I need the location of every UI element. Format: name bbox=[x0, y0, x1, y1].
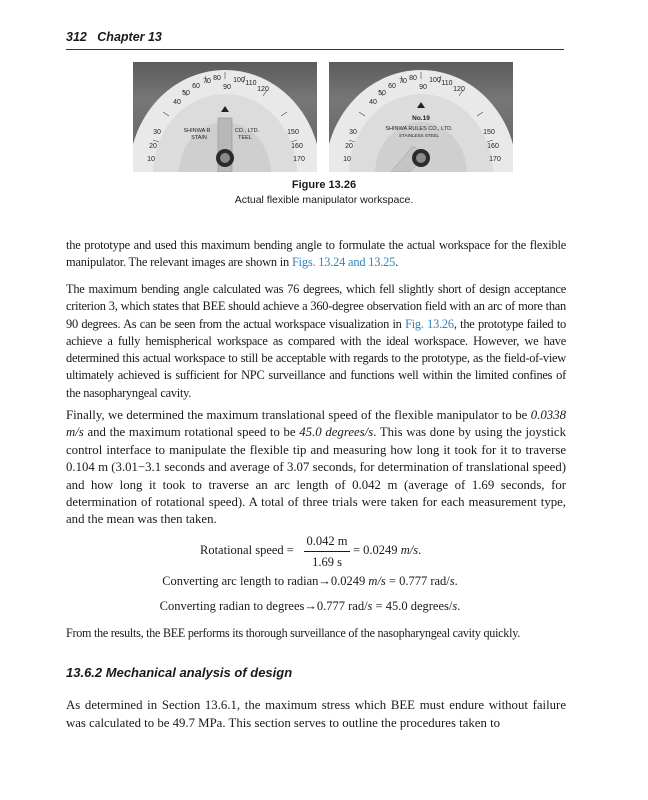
paragraph-2 bbox=[66, 281, 566, 402]
eq2-end: . bbox=[454, 574, 458, 588]
equation-rhs-value: = 0.0249 bbox=[353, 543, 401, 557]
figure-13-26 bbox=[133, 62, 513, 172]
rotational-speed-value: 45.0 degrees/s bbox=[299, 425, 374, 440]
eq3-s: s bbox=[367, 599, 373, 613]
scale-100: 100 bbox=[233, 77, 245, 84]
scale-80: 80 bbox=[213, 75, 221, 82]
equation-rhs-end: . bbox=[418, 543, 422, 557]
scale-80: 80 bbox=[409, 75, 417, 82]
eq3-text-a: Converting radian to degrees→0.777 rad/ bbox=[159, 599, 368, 613]
material-label-b: TEEL bbox=[238, 135, 252, 141]
eq2-s: s bbox=[449, 574, 455, 588]
scale-110: 110 bbox=[245, 80, 257, 87]
eq2-text-b: = 0.777 rad/ bbox=[385, 574, 450, 588]
paragraph-3-text-c: . This was done by using the joystick control interface to manipulate the flexible tip and measuring how long it took for it to traverse 0.104 m (3.01−3.1 seconds and average of 3.07 seconds, for determination of translational speed) and how long it took to traverse an arc length of 0.042 m (average of 1.69 seconds, for determination of rotational speed). A total of three trials were taken for each measurement type, and the mean was then taken. bbox=[66, 425, 567, 527]
scale-30: 30 bbox=[349, 129, 357, 136]
scale-40: 40 bbox=[369, 99, 377, 106]
scale-160: 160 bbox=[291, 143, 303, 150]
brand-label-tail: CO., LTD. bbox=[234, 128, 260, 134]
section-heading: 13.6.2 Mechanical analysis of design bbox=[66, 665, 293, 680]
equation-rhs-unit: m/s bbox=[400, 543, 419, 557]
paragraph-4: From the results, the BEE performs its thorough surveillance of the nasopharyngeal cavity quickly. bbox=[66, 626, 520, 640]
figure-label: Figure 13.26 bbox=[291, 179, 357, 191]
material-label: STAINLESS STEEL bbox=[399, 133, 439, 138]
brand-label: SHINWA RULES CO., LTD. bbox=[385, 126, 453, 132]
fig-13-26-link[interactable]: Fig. 13.26 bbox=[405, 316, 454, 331]
equation-lhs: Rotational speed = bbox=[200, 543, 294, 557]
equation-arc-to-radian bbox=[0, 574, 634, 589]
scale-50: 50 bbox=[182, 90, 190, 97]
scale-70: 70 bbox=[203, 78, 211, 85]
equation-rhs bbox=[353, 543, 421, 558]
translational-speed-value: 0.0338 m/s bbox=[66, 408, 566, 440]
paragraph-2-text-a: The maximum bending angle calculated was 76 degrees, which fell slightly short of design acceptance criterion 3, which states that BEE should achieve a 360-degree observation field with an arc of more than 90 degrees. As can be seen from the actual workspace visualization in bbox=[66, 282, 566, 331]
header-rule bbox=[66, 49, 564, 50]
eq2-unit: m/s bbox=[368, 574, 386, 588]
scale-150: 150 bbox=[287, 129, 299, 136]
paragraph-3-text-b: and the maximum rotational speed to be bbox=[83, 425, 300, 440]
page-number: 312 bbox=[66, 30, 87, 44]
scale-60: 60 bbox=[192, 83, 200, 90]
scale-160: 160 bbox=[487, 143, 499, 150]
scale-120: 120 bbox=[453, 86, 465, 93]
scale-70: 70 bbox=[399, 78, 407, 85]
eq3-text-b: = 45.0 degrees/ bbox=[372, 599, 453, 613]
scale-170: 170 bbox=[293, 156, 305, 163]
protractor-left-illustration bbox=[133, 62, 317, 172]
scale-40: 40 bbox=[173, 99, 181, 106]
brand-label: SHINWA R bbox=[183, 128, 211, 134]
equation-denominator: 1.69 s bbox=[312, 555, 342, 569]
equation-radian-to-degrees bbox=[0, 599, 634, 614]
equation-rotational-speed bbox=[0, 534, 648, 570]
scale-10: 10 bbox=[343, 156, 351, 163]
protractor-photo-left bbox=[133, 62, 317, 172]
scale-90: 90 bbox=[223, 84, 231, 91]
paragraph-2-text-b: , the prototype failed to achieve a fully hemispherical workspace as compared with the ideal workspace. However, we have determined this actual workspace to still be acceptable with regards to the prototype, as the field-of-view ultimately achieved is sufficient for NPC surveillance and functions well within the limited confines of the nasopharyngeal cavity. bbox=[66, 316, 566, 400]
eq3-s2: s bbox=[452, 599, 458, 613]
scale-20: 20 bbox=[345, 143, 353, 150]
chapter-label: Chapter 13 bbox=[97, 30, 162, 44]
scale-170: 170 bbox=[489, 156, 501, 163]
equation-fraction bbox=[304, 534, 350, 570]
paragraph-1-text-a: the prototype and used this maximum bending angle to formulate the actual workspace for the flexible manipulator. The relevant images are shown in bbox=[66, 238, 566, 269]
protractor-right-illustration bbox=[329, 62, 513, 172]
paragraph-1 bbox=[66, 237, 566, 271]
scale-110: 110 bbox=[441, 80, 453, 87]
material-label-a: STAIN bbox=[191, 135, 207, 141]
model-label: No.19 bbox=[412, 115, 430, 122]
figs-13-24-13-25-link[interactable]: Figs. 13.24 and 13.25 bbox=[291, 255, 396, 269]
equation-numerator: 0.042 m bbox=[304, 534, 350, 552]
paragraph-3-text-a: Finally, we determined the maximum translational speed of the flexible manipulator to be bbox=[66, 408, 531, 422]
scale-10: 10 bbox=[147, 156, 155, 163]
scale-120: 120 bbox=[257, 86, 269, 93]
scale-150: 150 bbox=[483, 129, 495, 136]
eq2-text-a: Converting arc length to radian→0.0249 bbox=[162, 574, 369, 588]
paragraph-1-text-b: . bbox=[395, 255, 399, 269]
scale-60: 60 bbox=[388, 83, 396, 90]
scale-30: 30 bbox=[153, 129, 161, 136]
paragraph-3 bbox=[66, 407, 566, 529]
protractor-photo-right bbox=[329, 62, 513, 172]
running-header bbox=[66, 30, 564, 44]
scale-20: 20 bbox=[149, 143, 157, 150]
figure-caption: Actual flexible manipulator workspace. bbox=[234, 194, 414, 206]
paragraph-5: As determined in Section 13.6.1, the maximum stress which BEE must endure without failure was calculated to be 49.7 MPa. This section serves to outline the procedures taken to bbox=[66, 698, 566, 730]
eq3-end: . bbox=[457, 599, 461, 613]
scale-50: 50 bbox=[378, 90, 386, 97]
scale-90: 90 bbox=[419, 84, 427, 91]
scale-100: 100 bbox=[429, 77, 441, 84]
